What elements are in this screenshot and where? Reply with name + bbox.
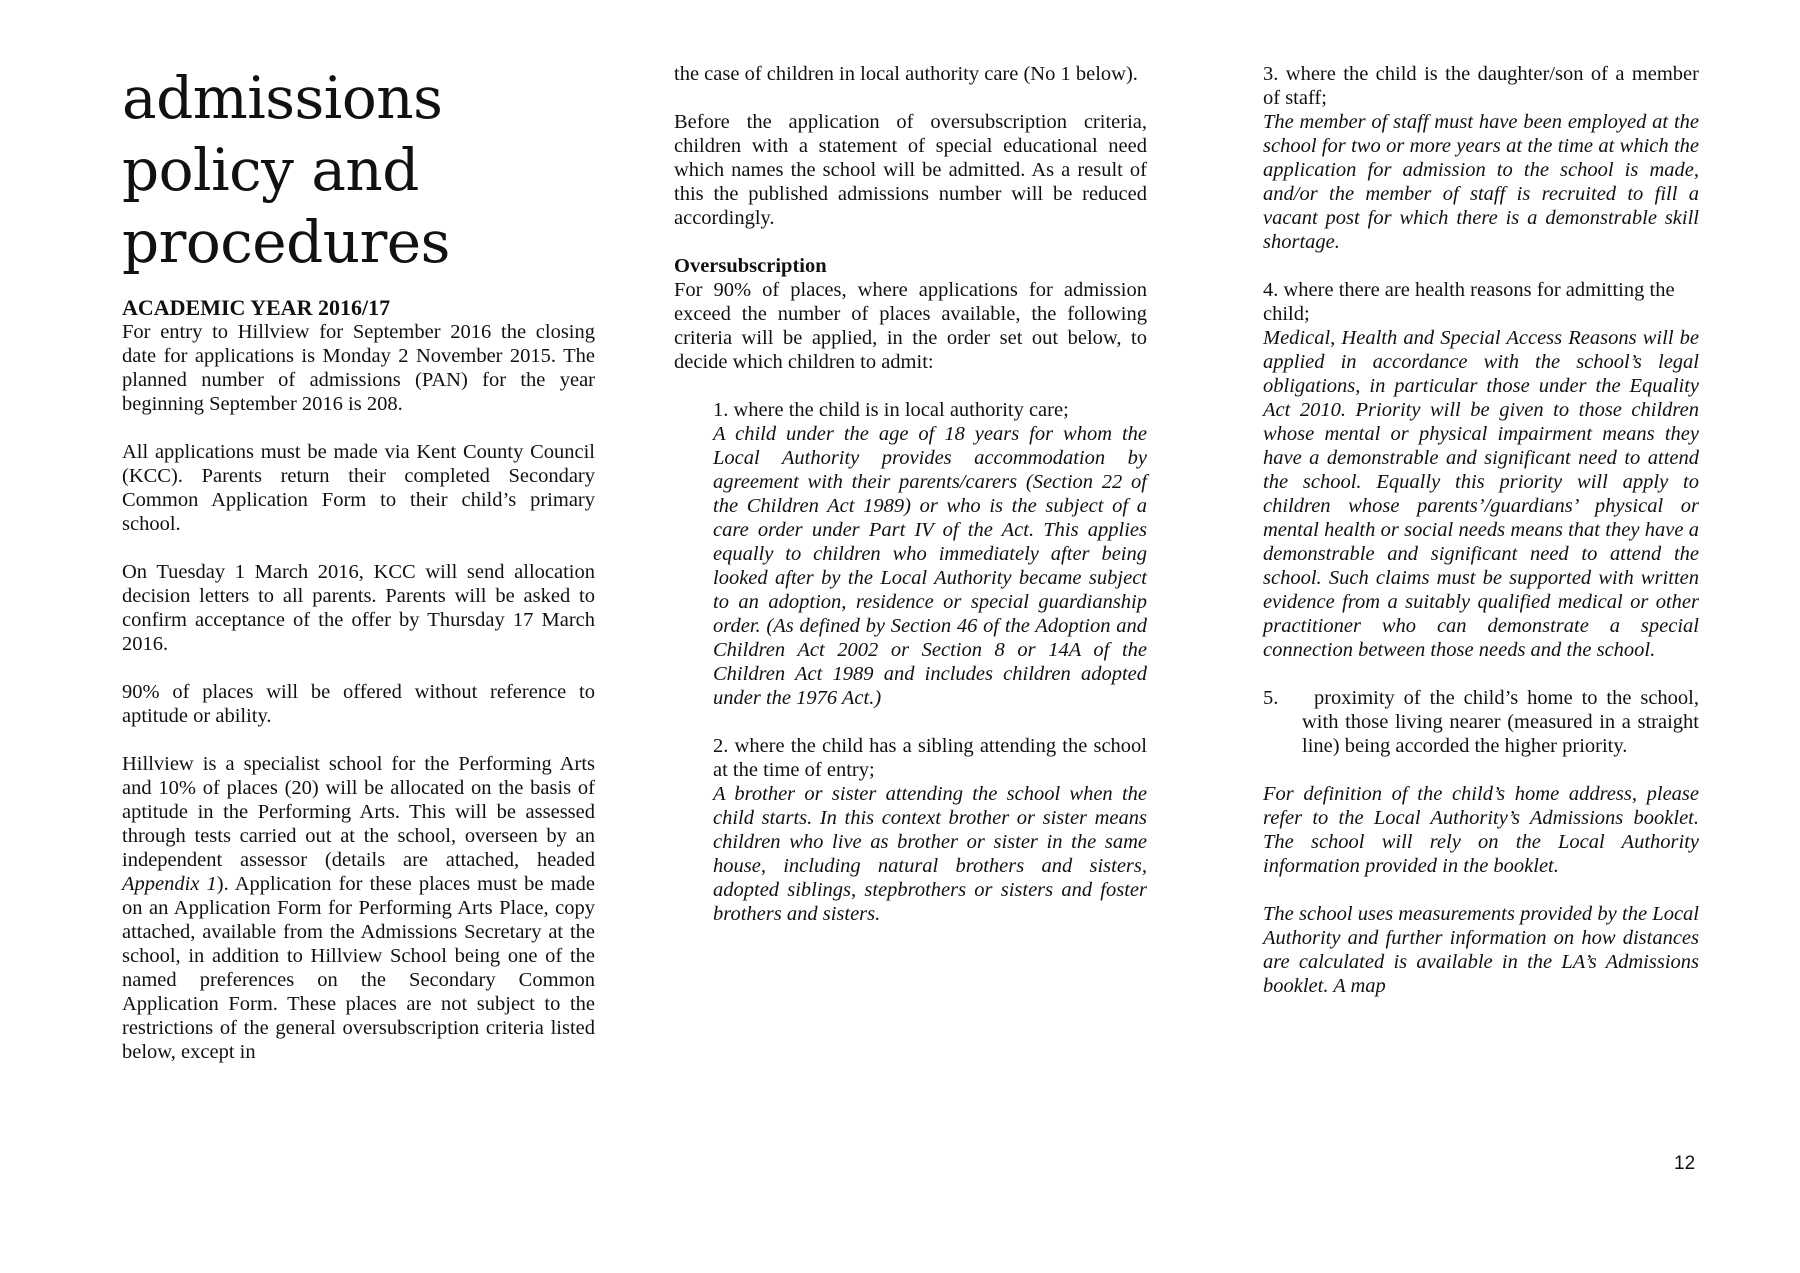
paragraph: On Tuesday 1 March 2016, KCC will send allocation decision letters to all parents. Parents will be asked to confirm acceptance of the offer by Thursday 17 March 2016. <box>122 561 595 655</box>
text: Hillview is a specialist school for the Performing Arts and 10% of places (20) will be allocated on the basis of aptitude in the Performing Arts. This will be assessed through tests carried out at the school, overseen by an independent assessor (details are attached, headed <box>122 753 595 871</box>
paragraph <box>122 752 595 1064</box>
paragraph: The school uses measurements provided by the Local Authority and further information on how distances are calculated is available in the LA’s Admissions booklet. A map <box>1263 903 1699 997</box>
criterion-note: A child under the age of 18 years for whom the Local Authority provides accommodation by agreement with their parents/carers (Section 22 of the Children Act 1989) or who is the subject of a care order under Part IV of the Act. This applies equally to children who immediately after being looked after by the Local Authority became subject to an adoption, residence or special guardianship order. (As defined by Section 46 of the Adoption and Children Act 2002 or Section 8 or 14A of the Children Act 1989 and includes children adopted under the 1976 Act.) <box>713 423 1147 709</box>
criterion-5: 5. proximity of the child’s home to the school, with those living nearer (measured in a straight line) being accorded the higher priority. <box>1263 687 1699 757</box>
column-2 <box>674 62 1147 950</box>
section-heading: ACADEMIC YEAR 2016/17 <box>122 295 391 320</box>
section-heading: Oversubscription <box>674 255 827 277</box>
paragraph: For entry to Hillview for September 2016 the closing date for applications is Monday 2 November 2015. The planned number of admissions (PAN) for the year beginning September 2016 is 208. <box>122 321 595 415</box>
criterion-text: 2. where the child has a sibling attending the school at the time of entry; <box>713 735 1147 781</box>
criterion-note: The member of staff must have been employed at the school for two or more years at the time at which the application for admission to the school is made, and/or the member of staff is recruited to fill a vacant post for which there is a demonstrable skill shortage. <box>1263 111 1699 253</box>
paragraph: Before the application of oversubscription criteria, children with a statement of special educational need which names the school will be admitted. As a result of this the published admissions number will be reduced accordingly. <box>674 111 1147 229</box>
text: ). Application for these places must be made on an Application Form for Performing Arts Place, copy attached, available from the Admissions Secretary at the school, in addition to Hillview School being one of the named preferences on the Secondary Common Application Form. These places are not subject to the restrictions of the general oversubscription criteria listed below, except in <box>122 873 595 1063</box>
column-3 <box>1263 62 1699 1022</box>
column-1 <box>122 62 595 1088</box>
paragraph: For definition of the child’s home address, please refer to the Local Authority’s Admissions booklet. The school will rely on the Local Authority information provided in the booklet. <box>1263 783 1699 877</box>
criterion-note: Medical, Health and Special Access Reasons will be applied in accordance with the school’s legal obligations, in particular those under the Equality Act 2010. Priority will be given to those children whose mental or physical impairment means they have a demonstrable and significant need to attend the school. Equally this priority will apply to children whose parents’/guardians’ physical or mental health or social needs means that they have a demonstrable and significant need to attend the school. Such claims must be supported with written evidence from a suitably qualified medical or other practitioner who can demonstrate a special connection between those needs and the school. <box>1263 327 1699 661</box>
criterion-note: A brother or sister attending the school when the child starts. In this context brother or sister means children who live as brother or sister in the same house, including natural brothers and sisters, adopted siblings, stepbrothers or sisters and foster brothers and sisters. <box>713 783 1147 925</box>
criterion-3 <box>1263 62 1699 254</box>
criterion-text: 1. where the child is in local authority care; <box>713 399 1069 421</box>
title-line: procedures <box>122 208 450 276</box>
paragraph: the case of children in local authority care (No 1 below). <box>674 63 1138 85</box>
title-line: admissions <box>122 64 443 132</box>
paragraph: 90% of places will be offered without reference to aptitude or ability. <box>122 681 595 727</box>
title-line: policy and <box>122 136 419 204</box>
criterion-text: 3. where the child is the daughter/son of a member of staff; <box>1263 63 1699 109</box>
appendix-ref: Appendix 1 <box>122 873 217 895</box>
criterion-4 <box>1263 278 1699 662</box>
paragraph: All applications must be made via Kent County Council (KCC). Parents return their completed Secondary Common Application Form to their child’s primary school. <box>122 441 595 535</box>
page-title <box>122 62 595 278</box>
criterion-text: 4. where there are health reasons for admitting the child; <box>1263 279 1675 325</box>
criterion-1 <box>713 398 1147 710</box>
criterion-2 <box>713 734 1147 926</box>
page-number: 12 <box>1674 1153 1696 1174</box>
paragraph: For 90% of places, where applications for admission exceed the number of places available, the following criteria will be applied, in the order set out below, to decide which children to admit: <box>674 279 1147 373</box>
